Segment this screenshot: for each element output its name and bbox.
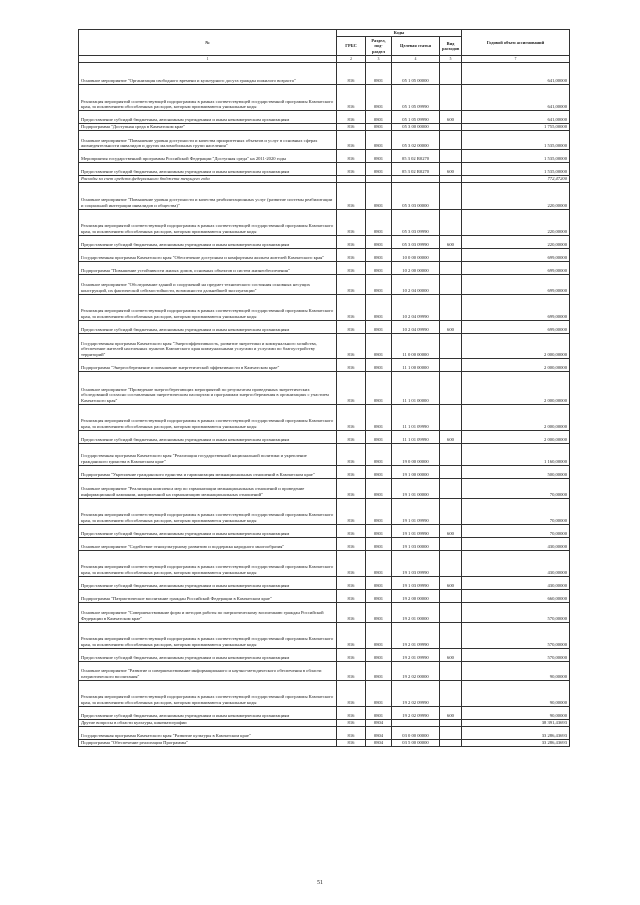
page-number: 51 bbox=[317, 880, 323, 886]
table-row bbox=[79, 182, 570, 209]
row-name: Реализация мероприятий соответствующей подпрограммы в рамках соответствующей государственной программы Камчатского края, за исключением обособленных расходов, которым присваиваются уникальные коды bbox=[79, 294, 337, 320]
header-expense-type: Вид расходов bbox=[440, 37, 462, 56]
row-grbs: 816 bbox=[337, 371, 366, 404]
row-amount: 220,00000 bbox=[462, 235, 570, 248]
row-grbs: 816 bbox=[337, 661, 366, 680]
row-amount: 660,00000 bbox=[462, 589, 570, 602]
row-section: 0801 bbox=[366, 333, 392, 358]
row-grbs: 816 bbox=[337, 182, 366, 209]
table-row bbox=[79, 150, 570, 163]
row-expense-type bbox=[440, 209, 462, 235]
row-amount: 1 535,00000 bbox=[462, 150, 570, 163]
column-index-row bbox=[79, 56, 570, 63]
row-grbs: 816 bbox=[337, 537, 366, 550]
row-amount: 2 000,00000 bbox=[462, 430, 570, 443]
row-section: 0801 bbox=[366, 111, 392, 124]
row-section: 0801 bbox=[366, 465, 392, 478]
row-grbs: 816 bbox=[337, 248, 366, 261]
row-target: 11 1 01 09990 bbox=[392, 404, 440, 430]
row-name: Основное мероприятие "Обследование зданий и сооружений на предмет технического состояния основных несущих конструкций, их фактической сейсмостойкости, возможности дальнейшей эксплуатации" bbox=[79, 274, 337, 294]
row-name: Основное мероприятие "Совершенствование форм и методов работы по патриотическому воспитанию граждан Российской Федерации в Камчатском крае" bbox=[79, 602, 337, 622]
row-grbs: 816 bbox=[337, 333, 366, 358]
row-amount: 772,47200 bbox=[462, 176, 570, 183]
row-amount: 641,00000 bbox=[462, 63, 570, 85]
row-section: 0801 bbox=[366, 85, 392, 111]
row-name: Государственная программа Камчатского края "Обеспечение доступным и комфортным жильем жителей Камчатского края" bbox=[79, 248, 337, 261]
row-name: Предоставление субсидий бюджетным, автономным учреждениям и иным некоммерческим организациям bbox=[79, 111, 337, 124]
row-expense-type bbox=[440, 182, 462, 209]
row-name: Мероприятия государственной программы Российской Федерации "Доступная среда" на 2011-2020 годы bbox=[79, 150, 337, 163]
row-amount: 38 391,43693 bbox=[462, 719, 570, 726]
row-grbs: 816 bbox=[337, 622, 366, 648]
budget-table-sheet bbox=[78, 29, 569, 747]
row-amount: 220,00000 bbox=[462, 209, 570, 235]
row-name: Основное мероприятие "Реализация комплекса мер по гармонизации межнациональных отношений и проведение информационной кампании, направленной на гармонизацию межнациональных отношений" bbox=[79, 478, 337, 498]
row-target: 19 1 01 09990 bbox=[392, 524, 440, 537]
row-section: 0801 bbox=[366, 209, 392, 235]
row-target bbox=[392, 176, 440, 183]
table-row bbox=[79, 719, 570, 726]
row-grbs: 816 bbox=[337, 85, 366, 111]
column-index-1: 1 bbox=[79, 56, 337, 63]
row-expense-type: 600 bbox=[440, 524, 462, 537]
row-grbs: 816 bbox=[337, 719, 366, 726]
table-row bbox=[79, 176, 570, 183]
row-expense-type bbox=[440, 589, 462, 602]
table-row bbox=[79, 706, 570, 719]
row-grbs: 816 bbox=[337, 589, 366, 602]
row-grbs: 816 bbox=[337, 274, 366, 294]
row-grbs: 816 bbox=[337, 150, 366, 163]
row-amount: 699,00000 bbox=[462, 294, 570, 320]
row-name: Основное мероприятие "Содействие этнокультурному развитию и поддержка народного многообразия" bbox=[79, 537, 337, 550]
row-grbs bbox=[337, 176, 366, 183]
row-grbs: 816 bbox=[337, 209, 366, 235]
row-grbs: 816 bbox=[337, 524, 366, 537]
row-expense-type bbox=[440, 443, 462, 465]
table-row bbox=[79, 274, 570, 294]
row-amount: 220,00000 bbox=[462, 182, 570, 209]
row-grbs: 816 bbox=[337, 358, 366, 371]
row-amount: 641,00000 bbox=[462, 111, 570, 124]
row-target: 10 2 04 00000 bbox=[392, 274, 440, 294]
row-name: Подпрограмма "Повышение устойчивости жилых домов, основных объектов и систем жизнеобеспечения" bbox=[79, 261, 337, 274]
table-row bbox=[79, 589, 570, 602]
row-expense-type bbox=[440, 622, 462, 648]
row-section: 0801 bbox=[366, 648, 392, 661]
row-amount: 2 000,00000 bbox=[462, 404, 570, 430]
row-target: 19 0 00 00000 bbox=[392, 443, 440, 465]
row-target: 11 1 01 00000 bbox=[392, 371, 440, 404]
row-target: 10 2 04 09990 bbox=[392, 320, 440, 333]
row-amount: 570,00000 bbox=[462, 602, 570, 622]
row-section: 0801 bbox=[366, 478, 392, 498]
table-row bbox=[79, 404, 570, 430]
row-expense-type bbox=[440, 404, 462, 430]
row-grbs: 816 bbox=[337, 294, 366, 320]
table-row bbox=[79, 661, 570, 680]
row-section: 0801 bbox=[366, 498, 392, 524]
row-expense-type bbox=[440, 261, 462, 274]
row-expense-type bbox=[440, 274, 462, 294]
row-section: 0801 bbox=[366, 371, 392, 404]
table-row bbox=[79, 63, 570, 85]
row-grbs: 816 bbox=[337, 163, 366, 176]
row-target: 19 1 01 00000 bbox=[392, 478, 440, 498]
table-row bbox=[79, 358, 570, 371]
row-expense-type: 600 bbox=[440, 706, 462, 719]
row-section: 0804 bbox=[366, 719, 392, 726]
table-row bbox=[79, 261, 570, 274]
row-expense-type bbox=[440, 680, 462, 706]
row-amount: 699,00000 bbox=[462, 274, 570, 294]
row-expense-type: 600 bbox=[440, 163, 462, 176]
row-name: Подпрограмма "Доступная среда в Камчатском крае" bbox=[79, 124, 337, 131]
row-section: 0801 bbox=[366, 163, 392, 176]
row-name: Реализация мероприятий соответствующей подпрограммы в рамках соответствующей государственной программы Камчатского края, за исключением обособленных расходов, которым присваиваются уникальные коды bbox=[79, 680, 337, 706]
table-row bbox=[79, 235, 570, 248]
row-expense-type: 600 bbox=[440, 320, 462, 333]
table-row bbox=[79, 163, 570, 176]
row-target: 05 3 02 R0270 bbox=[392, 163, 440, 176]
row-name: Предоставление субсидий бюджетным, автономным учреждениям и иным некоммерческим организациям bbox=[79, 430, 337, 443]
row-name: Расходы за счет средств федерального бюджета текущего года bbox=[79, 176, 337, 183]
row-section: 0801 bbox=[366, 124, 392, 131]
row-expense-type bbox=[440, 661, 462, 680]
row-section: 0801 bbox=[366, 661, 392, 680]
row-amount: 500,00000 bbox=[462, 465, 570, 478]
header-number: № bbox=[79, 30, 337, 56]
row-amount: 70,00000 bbox=[462, 498, 570, 524]
table-row bbox=[79, 333, 570, 358]
row-name: Подпрограмма "Обеспечение реализации Программы" bbox=[79, 739, 337, 746]
table-row bbox=[79, 124, 570, 131]
table-row bbox=[79, 537, 570, 550]
row-expense-type bbox=[440, 602, 462, 622]
row-grbs: 816 bbox=[337, 111, 366, 124]
row-target: 03 5 00 00000 bbox=[392, 739, 440, 746]
row-name: Основное мероприятие "Повышение уровня доступности и качества приоритетных объектов и услуг в основных сферах жизнедеятельности инвалидов и других маломобильных групп населения" bbox=[79, 131, 337, 150]
row-amount: 2 000,00000 bbox=[462, 371, 570, 404]
header-codes-group: Коды bbox=[337, 30, 462, 37]
table-row bbox=[79, 371, 570, 404]
row-target: 19 2 01 09990 bbox=[392, 648, 440, 661]
row-target: 05 3 02 R0270 bbox=[392, 150, 440, 163]
table-row bbox=[79, 602, 570, 622]
row-target: 19 2 01 00000 bbox=[392, 602, 440, 622]
row-expense-type bbox=[440, 550, 462, 576]
row-target: 19 2 01 09990 bbox=[392, 622, 440, 648]
row-section: 0801 bbox=[366, 524, 392, 537]
row-section: 0801 bbox=[366, 320, 392, 333]
row-grbs: 816 bbox=[337, 235, 366, 248]
table-row bbox=[79, 680, 570, 706]
row-name: Основное мероприятие "Проведение энергосберегающих мероприятий по результатам проведенных энергетических обследований согласно составленным энергетическим паспортам и программам энергосбережения в организациях с участием Камчатского края" bbox=[79, 371, 337, 404]
table-row bbox=[79, 209, 570, 235]
row-target: 19 2 02 09990 bbox=[392, 680, 440, 706]
row-target: 19 2 02 09990 bbox=[392, 706, 440, 719]
row-expense-type bbox=[440, 63, 462, 85]
row-section: 0801 bbox=[366, 274, 392, 294]
row-section: 0801 bbox=[366, 358, 392, 371]
row-section: 0801 bbox=[366, 248, 392, 261]
row-name: Основное мероприятие "Организация свободного времени и культурного досуга граждан пожилого возраста" bbox=[79, 63, 337, 85]
table-row bbox=[79, 85, 570, 111]
row-amount: 699,00000 bbox=[462, 261, 570, 274]
row-section: 0801 bbox=[366, 576, 392, 589]
row-section: 0801 bbox=[366, 63, 392, 85]
row-section: 0804 bbox=[366, 726, 392, 739]
row-target: 11 1 00 00000 bbox=[392, 358, 440, 371]
row-name: Предоставление субсидий бюджетным, автономным учреждениям и иным некоммерческим организациям bbox=[79, 524, 337, 537]
row-section: 0801 bbox=[366, 261, 392, 274]
row-name: Государственная программа Камчатского края "Реализация государственной национальной политики и укрепление гражданского единства в Камчатском крае" bbox=[79, 443, 337, 465]
header-section: Раздел, под-раздел bbox=[366, 37, 392, 56]
row-section: 0801 bbox=[366, 602, 392, 622]
row-target: 10 2 00 00000 bbox=[392, 261, 440, 274]
row-name: Предоставление субсидий бюджетным, автономным учреждениям и иным некоммерческим организациям bbox=[79, 648, 337, 661]
row-section: 0801 bbox=[366, 294, 392, 320]
table-row bbox=[79, 111, 570, 124]
row-target: 05 3 03 09990 bbox=[392, 209, 440, 235]
row-target: 10 0 00 00000 bbox=[392, 248, 440, 261]
row-name: Предоставление субсидий бюджетным, автономным учреждениям и иным некоммерческим организациям bbox=[79, 235, 337, 248]
table-row bbox=[79, 726, 570, 739]
row-name: Подпрограмма "Патриотическое воспитание граждан Российской Федерации в Камчатском крае" bbox=[79, 589, 337, 602]
table-row bbox=[79, 576, 570, 589]
column-index-4: 4 bbox=[392, 56, 440, 63]
row-grbs: 816 bbox=[337, 478, 366, 498]
row-amount: 430,00000 bbox=[462, 550, 570, 576]
row-section bbox=[366, 176, 392, 183]
column-index-3: 3 bbox=[366, 56, 392, 63]
row-amount: 641,00000 bbox=[462, 85, 570, 111]
column-index-2: 2 bbox=[337, 56, 366, 63]
row-name: Предоставление субсидий бюджетным, автономным учреждениям и иным некоммерческим организациям bbox=[79, 163, 337, 176]
row-target bbox=[392, 719, 440, 726]
table-row bbox=[79, 320, 570, 333]
row-amount: 570,00000 bbox=[462, 648, 570, 661]
row-target: 11 0 00 00000 bbox=[392, 333, 440, 358]
table-row bbox=[79, 430, 570, 443]
row-amount: 570,00000 bbox=[462, 622, 570, 648]
table-body bbox=[79, 63, 570, 747]
row-expense-type: 600 bbox=[440, 576, 462, 589]
row-expense-type bbox=[440, 358, 462, 371]
row-expense-type bbox=[440, 739, 462, 746]
row-name: Основное мероприятие "Повышение уровня доступности и качества реабилитационных услуг (развитие системы реабилитации и социальной интеграции инвалидов и общества)" bbox=[79, 182, 337, 209]
row-target: 05 3 03 00000 bbox=[392, 182, 440, 209]
row-target: 19 1 01 09990 bbox=[392, 498, 440, 524]
row-grbs: 816 bbox=[337, 443, 366, 465]
row-amount: 2 000,00000 bbox=[462, 358, 570, 371]
row-grbs: 816 bbox=[337, 498, 366, 524]
row-expense-type bbox=[440, 124, 462, 131]
row-grbs: 816 bbox=[337, 706, 366, 719]
row-expense-type: 600 bbox=[440, 430, 462, 443]
row-section: 0801 bbox=[366, 537, 392, 550]
row-amount: 1 535,00000 bbox=[462, 131, 570, 150]
row-amount: 2 000,00000 bbox=[462, 333, 570, 358]
row-target: 19 1 00 00000 bbox=[392, 465, 440, 478]
row-target: 11 1 01 09990 bbox=[392, 430, 440, 443]
column-index-5: 5 bbox=[440, 56, 462, 63]
row-name: Реализация мероприятий соответствующей подпрограммы в рамках соответствующей государственной программы Камчатского края, за исключением обособленных расходов, которым присваиваются уникальные коды bbox=[79, 85, 337, 111]
row-expense-type bbox=[440, 371, 462, 404]
row-name: Предоставление субсидий бюджетным, автономным учреждениям и иным некоммерческим организациям bbox=[79, 320, 337, 333]
row-expense-type: 600 bbox=[440, 648, 462, 661]
table-row bbox=[79, 550, 570, 576]
row-section: 0801 bbox=[366, 235, 392, 248]
row-target: 05 3 02 00000 bbox=[392, 131, 440, 150]
row-expense-type bbox=[440, 465, 462, 478]
row-target: 05 1 05 09990 bbox=[392, 85, 440, 111]
row-target: 05 3 00 00000 bbox=[392, 124, 440, 131]
row-amount: 33 286,43693 bbox=[462, 739, 570, 746]
row-expense-type: 600 bbox=[440, 111, 462, 124]
row-section: 0801 bbox=[366, 622, 392, 648]
row-target: 10 2 04 09990 bbox=[392, 294, 440, 320]
table-row bbox=[79, 131, 570, 150]
row-name: Другие вопросы в области культуры, кинематографии bbox=[79, 719, 337, 726]
row-expense-type bbox=[440, 498, 462, 524]
row-grbs: 816 bbox=[337, 648, 366, 661]
row-section: 0801 bbox=[366, 404, 392, 430]
table-row bbox=[79, 443, 570, 465]
row-section: 0801 bbox=[366, 706, 392, 719]
row-target: 05 3 03 09990 bbox=[392, 235, 440, 248]
row-name: Подпрограмма "Энергосбережение и повышение энергетической эффективности в Камчатском крае" bbox=[79, 358, 337, 371]
table-row bbox=[79, 498, 570, 524]
row-expense-type bbox=[440, 150, 462, 163]
row-name: Реализация мероприятий соответствующей подпрограммы в рамках соответствующей государственной программы Камчатского края, за исключением обособленных расходов, которым присваиваются уникальные коды bbox=[79, 209, 337, 235]
row-expense-type bbox=[440, 537, 462, 550]
row-section: 0801 bbox=[366, 150, 392, 163]
row-section: 0801 bbox=[366, 182, 392, 209]
row-target: 03 0 00 00000 bbox=[392, 726, 440, 739]
row-expense-type bbox=[440, 333, 462, 358]
row-grbs: 816 bbox=[337, 550, 366, 576]
table-row bbox=[79, 524, 570, 537]
row-expense-type bbox=[440, 248, 462, 261]
row-grbs: 816 bbox=[337, 430, 366, 443]
row-target: 19 1 03 09990 bbox=[392, 576, 440, 589]
row-section: 0801 bbox=[366, 131, 392, 150]
row-target: 19 1 03 00000 bbox=[392, 537, 440, 550]
row-amount: 33 286,43693 bbox=[462, 726, 570, 739]
row-grbs: 816 bbox=[337, 404, 366, 430]
row-amount: 1 535,00000 bbox=[462, 163, 570, 176]
budget-table bbox=[78, 29, 570, 747]
row-target: 05 1 05 00000 bbox=[392, 63, 440, 85]
row-name: Подпрограмма "Укрепление гражданского единства и гармонизация межнациональных отношений в Камчатском крае" bbox=[79, 465, 337, 478]
row-name: Государственная программа Камчатского края "Развитие культуры в Камчатском крае" bbox=[79, 726, 337, 739]
row-amount: 1 755,00000 bbox=[462, 124, 570, 131]
row-grbs: 816 bbox=[337, 261, 366, 274]
row-name: Государственная программа Камчатского края "Энергоэффективность, развитие энергетики и коммунального хозяйства, обеспечение жителей населенных пунктов Камчатского края коммунальными услугами и услугами по благоустройству территорий" bbox=[79, 333, 337, 358]
row-expense-type bbox=[440, 176, 462, 183]
row-grbs: 816 bbox=[337, 739, 366, 746]
row-name: Реализация мероприятий соответствующей подпрограммы в рамках соответствующей государственной программы Камчатского края, за исключением обособленных расходов, которым присваиваются уникальные коды bbox=[79, 622, 337, 648]
row-amount: 699,00000 bbox=[462, 248, 570, 261]
row-expense-type bbox=[440, 85, 462, 111]
column-index-7: 7 bbox=[462, 56, 570, 63]
row-grbs: 816 bbox=[337, 726, 366, 739]
row-section: 0804 bbox=[366, 739, 392, 746]
row-grbs: 816 bbox=[337, 680, 366, 706]
row-amount: 699,00000 bbox=[462, 320, 570, 333]
row-target: 19 2 00 00000 bbox=[392, 589, 440, 602]
row-amount: 70,00000 bbox=[462, 524, 570, 537]
row-grbs: 816 bbox=[337, 602, 366, 622]
row-expense-type bbox=[440, 719, 462, 726]
row-section: 0801 bbox=[366, 589, 392, 602]
row-amount: 90,00000 bbox=[462, 680, 570, 706]
table-row bbox=[79, 294, 570, 320]
row-expense-type: 600 bbox=[440, 235, 462, 248]
row-expense-type bbox=[440, 726, 462, 739]
row-expense-type bbox=[440, 294, 462, 320]
row-amount: 430,00000 bbox=[462, 576, 570, 589]
row-expense-type bbox=[440, 478, 462, 498]
row-amount: 430,00000 bbox=[462, 537, 570, 550]
row-section: 0801 bbox=[366, 680, 392, 706]
row-amount: 1 160,00000 bbox=[462, 443, 570, 465]
row-target: 19 1 03 09990 bbox=[392, 550, 440, 576]
table-row bbox=[79, 248, 570, 261]
row-name: Основное мероприятие "Развитие и совершенствование информационного и научно-методического обеспечения в области патриотического воспитания" bbox=[79, 661, 337, 680]
table-row bbox=[79, 622, 570, 648]
header-grbs: ГРБС bbox=[337, 37, 366, 56]
header-amount: Годовой объем ассигнований bbox=[462, 30, 570, 56]
row-grbs: 816 bbox=[337, 131, 366, 150]
table-row bbox=[79, 648, 570, 661]
row-section: 0801 bbox=[366, 430, 392, 443]
row-grbs: 816 bbox=[337, 465, 366, 478]
row-section: 0801 bbox=[366, 550, 392, 576]
row-name: Реализация мероприятий соответствующей подпрограммы в рамках соответствующей государственной программы Камчатского края, за исключением обособленных расходов, которым присваиваются уникальные коды bbox=[79, 404, 337, 430]
row-target: 05 1 05 09990 bbox=[392, 111, 440, 124]
row-grbs: 816 bbox=[337, 124, 366, 131]
row-name: Предоставление субсидий бюджетным, автономным учреждениям и иным некоммерческим организациям bbox=[79, 576, 337, 589]
row-grbs: 816 bbox=[337, 576, 366, 589]
row-amount: 90,00000 bbox=[462, 706, 570, 719]
row-name: Предоставление субсидий бюджетным, автономным учреждениям и иным некоммерческим организациям bbox=[79, 706, 337, 719]
table-row bbox=[79, 478, 570, 498]
row-expense-type bbox=[440, 131, 462, 150]
row-section: 0801 bbox=[366, 443, 392, 465]
row-name: Реализация мероприятий соответствующей подпрограммы в рамках соответствующей государственной программы Камчатского края, за исключением обособленных расходов, которым присваиваются уникальные коды bbox=[79, 550, 337, 576]
table-row bbox=[79, 465, 570, 478]
row-amount: 70,00000 bbox=[462, 478, 570, 498]
row-grbs: 816 bbox=[337, 320, 366, 333]
row-target: 19 2 02 00000 bbox=[392, 661, 440, 680]
header-target: Целевая статья bbox=[392, 37, 440, 56]
table-row bbox=[79, 739, 570, 746]
row-grbs: 816 bbox=[337, 63, 366, 85]
row-amount: 90,00000 bbox=[462, 661, 570, 680]
row-name: Реализация мероприятий соответствующей подпрограммы в рамках соответствующей государственной программы Камчатского края, за исключением обособленных расходов, которым присваиваются уникальные коды bbox=[79, 498, 337, 524]
